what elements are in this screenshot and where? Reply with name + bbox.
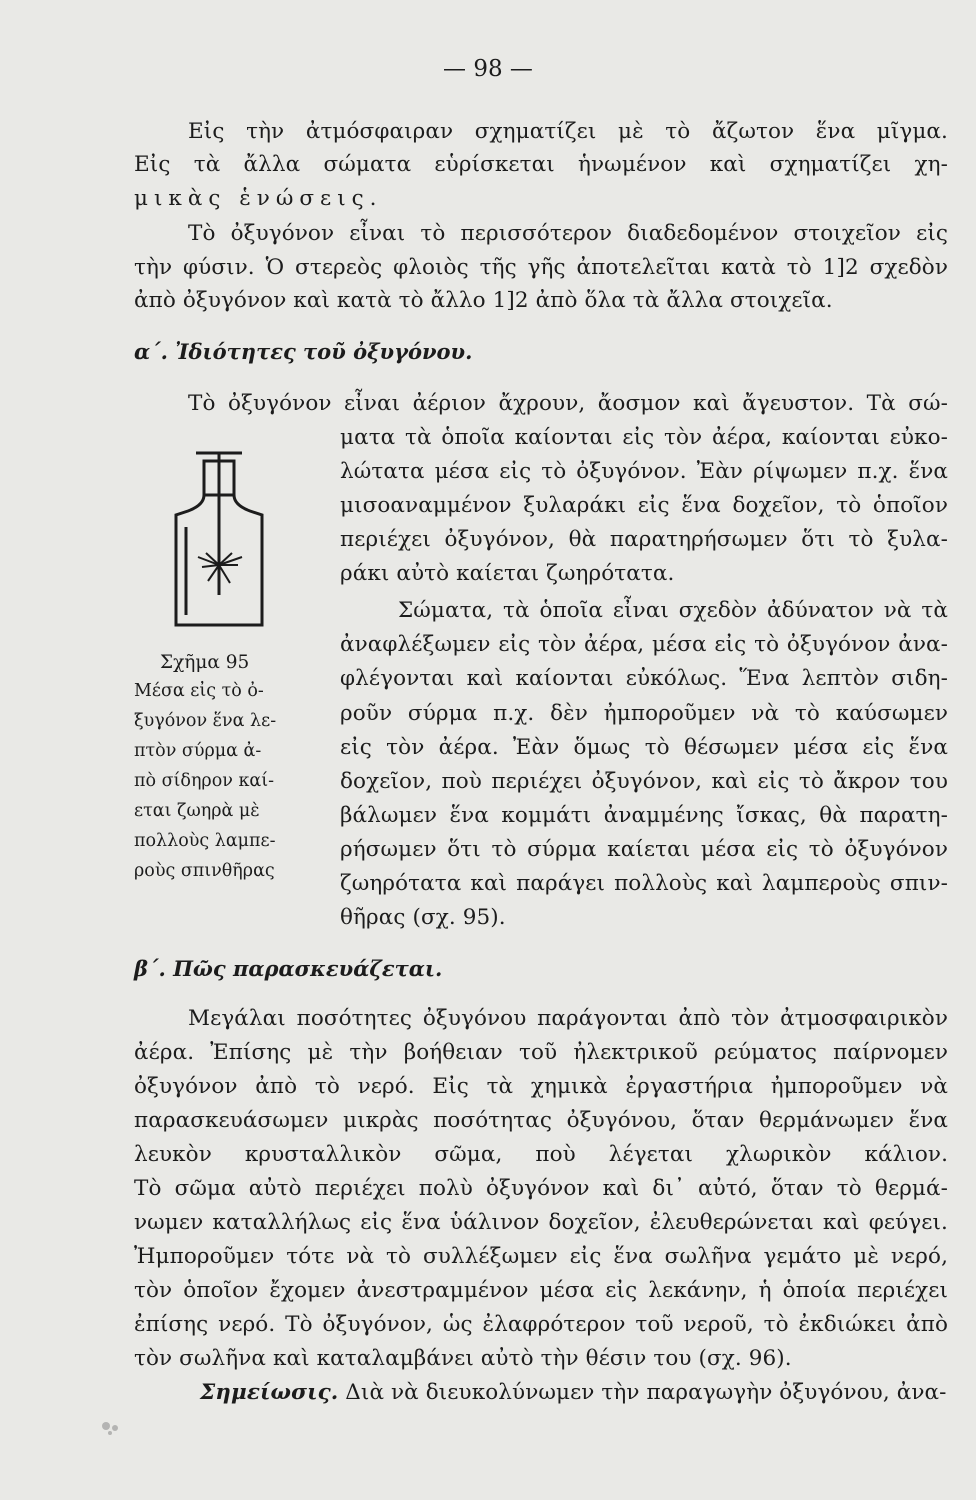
figure-caption <box>134 676 314 886</box>
text-line: ζωηρότατα καὶ παράγει πολλοὺς καὶ λαμπεροὺς σπιν- <box>340 871 948 896</box>
caption-line: πὸ σίδηρον καί- <box>134 771 274 791</box>
text-line: περιέχει ὀξυγόνον, θὰ παρατηρήσωμεν ὅτι τὸ ξυλα- <box>340 527 948 552</box>
figure-title: Σχῆμα 95 <box>160 652 250 673</box>
text-line: τὸν σωλῆνα καὶ καταλαμβάνει αὐτὸ τὴν θέσιν του (σχ. 96). <box>134 1346 792 1371</box>
text-line: ἀπὸ ὀξυγόνον καὶ κατὰ τὸ ἄλλο 1]2 ἀπὸ ὅλα τὰ ἄλλα στοιχεῖα. <box>134 288 833 313</box>
text-line: παρασκευάσωμεν μικρὰς ποσότητας ὀξυγόνου, ὅταν θερμάνωμεν ἕνα <box>134 1108 948 1133</box>
text-line: φλέγονται καὶ καίονται εὐκόλως. Ἕνα λεπτὸν σιδη- <box>340 666 948 691</box>
text-line: μικὰς ἑνώσεις. <box>134 186 383 211</box>
caption-line: πτὸν σύρμα ἀ- <box>134 741 262 761</box>
ink-smudge-icon <box>98 1416 124 1438</box>
text-line: Τὸ σῶμα αὐτὸ περιέχει πολὺ ὀξυγόνον καὶ δι᾿ αὐτό, ὅταν τὸ θερμά- <box>134 1176 948 1201</box>
note-line <box>200 1380 947 1405</box>
text-line: εἰς τὸν ἀέρα. Ἐὰν ὅμως τὸ θέσωμεν μέσα εἰς ἕνα <box>340 735 948 760</box>
text-line: ματα τὰ ὁποῖα καίονται εἰς τὸν ἀέρα, καίονται εὐκο- <box>340 425 948 450</box>
text-line: τὸν ὁποῖον ἔχομεν ἀνεστραμμένον μέσα εἰς λεκάνην, ἡ ὁποία περιέχει <box>134 1278 948 1303</box>
page-number: — 98 — <box>443 56 533 82</box>
text-line: ἀναφλέξωμεν εἰς τὸν ἀέρα, μέσα εἰς τὸ ὀξυγόνον ἀνα- <box>340 632 948 657</box>
text-line: Τὸ ὀξυγόνον εἶναι τὸ περισσότερον διαδεδομένον στοιχεῖον εἰς <box>188 221 948 246</box>
text-line: Τὸ ὀξυγόνον εἶναι ἀέριον ἄχρουν, ἄοσμον καὶ ἄγευστον. Τὰ σώ- <box>188 391 948 416</box>
text-line: λώτατα μέσα εἰς τὸ ὀξυγόνον. Ἐὰν ρίψωμεν π.χ. ἕνα <box>340 459 948 484</box>
section-heading-properties: α΄. Ἰδιότητες τοῦ ὀξυγόνου. <box>134 339 473 364</box>
text-line: λευκὸν κρυσταλλικὸν σῶμα, ποὺ λέγεται χλωρικὸν κάλιον. <box>134 1142 948 1167</box>
caption-line: ξυγόνον ἕνα λε- <box>134 711 277 731</box>
text-line: ἀέρα. Ἐπίσης μὲ τὴν βοήθειαν τοῦ ἠλεκτρικοῦ ρεύματος παίρνομεν <box>134 1040 948 1065</box>
caption-line: πολλοὺς λαμπε- <box>134 831 276 851</box>
text-line: θῆρας (σχ. 95). <box>340 905 506 930</box>
text-line: δοχεῖον, ποὺ περιέχει ὀξυγόνον, καὶ εἰς τὸ ἄκρον του <box>340 769 948 794</box>
note-text: Διὰ νὰ διευκολύνωμεν τὴν παραγωγὴν ὀξυγόνου, ἀνα- <box>345 1380 947 1405</box>
text-line: Ἠμποροῦμεν τότε νὰ τὸ συλλέξωμεν εἰς ἕνα σωλῆνα γεμάτο μὲ νερό, <box>134 1244 948 1269</box>
text-line: Σώματα, τὰ ὁποῖα εἶναι σχεδὸν ἀδύνατον νὰ τὰ <box>398 598 948 623</box>
text-line: Εἰς τὰ ἄλλα σώματα εὑρίσκεται ἡνωμένον καὶ σχηματίζει χη- <box>134 152 948 177</box>
text-line: βάλωμεν ἕνα κομμάτι ἀναμμένης ἴσκας, θὰ παρατη- <box>340 803 948 828</box>
oxygen-jar-illustration <box>168 445 278 635</box>
text-line: τὴν φύσιν. Ὁ στερεὸς φλοιὸς τῆς γῆς ἀποτελεῖται κατὰ τὸ 1]2 σχεδὸν <box>134 255 948 280</box>
text-line: νωμεν καταλλήλως εἰς ἕνα ὑάλινον δοχεῖον, ἐλευθερώνεται καὶ φεύγει. <box>134 1210 948 1235</box>
text-line: Εἰς τὴν ἀτμόσφαιραν σχηματίζει μὲ τὸ ἄζωτον ἕνα μῖγμα. <box>188 119 948 144</box>
text-line: ράκι αὐτὸ καίεται ζωηρότατα. <box>340 561 675 586</box>
text-line: μισοαναμμένον ξυλαράκι εἰς ἕνα δοχεῖον, τὸ ὁποῖον <box>340 493 948 518</box>
text-line: ἐπίσης νερό. Τὸ ὀξυγόνον, ὡς ἐλαφρότερον τοῦ νεροῦ, τὸ ἐκδιώκει ἀπὸ <box>134 1312 948 1337</box>
text-line: ροῦν σύρμα π.χ. δὲν ἠμποροῦμεν νὰ τὸ καύσωμεν <box>340 701 948 726</box>
caption-line: ροὺς σπινθῆρας <box>134 861 275 881</box>
caption-line: εται ζωηρὰ μὲ <box>134 801 260 821</box>
caption-line: Μέσα εἰς τὸ ὀ- <box>134 681 264 701</box>
text-line: Μεγάλαι ποσότητες ὀξυγόνου παράγονται ἀπὸ τὸν ἀτμοσφαιρικὸν <box>188 1006 948 1031</box>
section-heading-preparation: β΄. Πῶς παρασκευάζεται. <box>134 956 443 981</box>
text-line: ρήσωμεν ὅτι τὸ σύρμα καίεται μέσα εἰς τὸ ὀξυγόνον <box>340 837 948 862</box>
note-label: Σημείωσις. <box>200 1380 339 1405</box>
text-line: ὀξυγόνον ἀπὸ τὸ νερό. Εἰς τὰ χημικὰ ἐργαστήρια ἠμποροῦμεν νὰ <box>134 1074 948 1099</box>
